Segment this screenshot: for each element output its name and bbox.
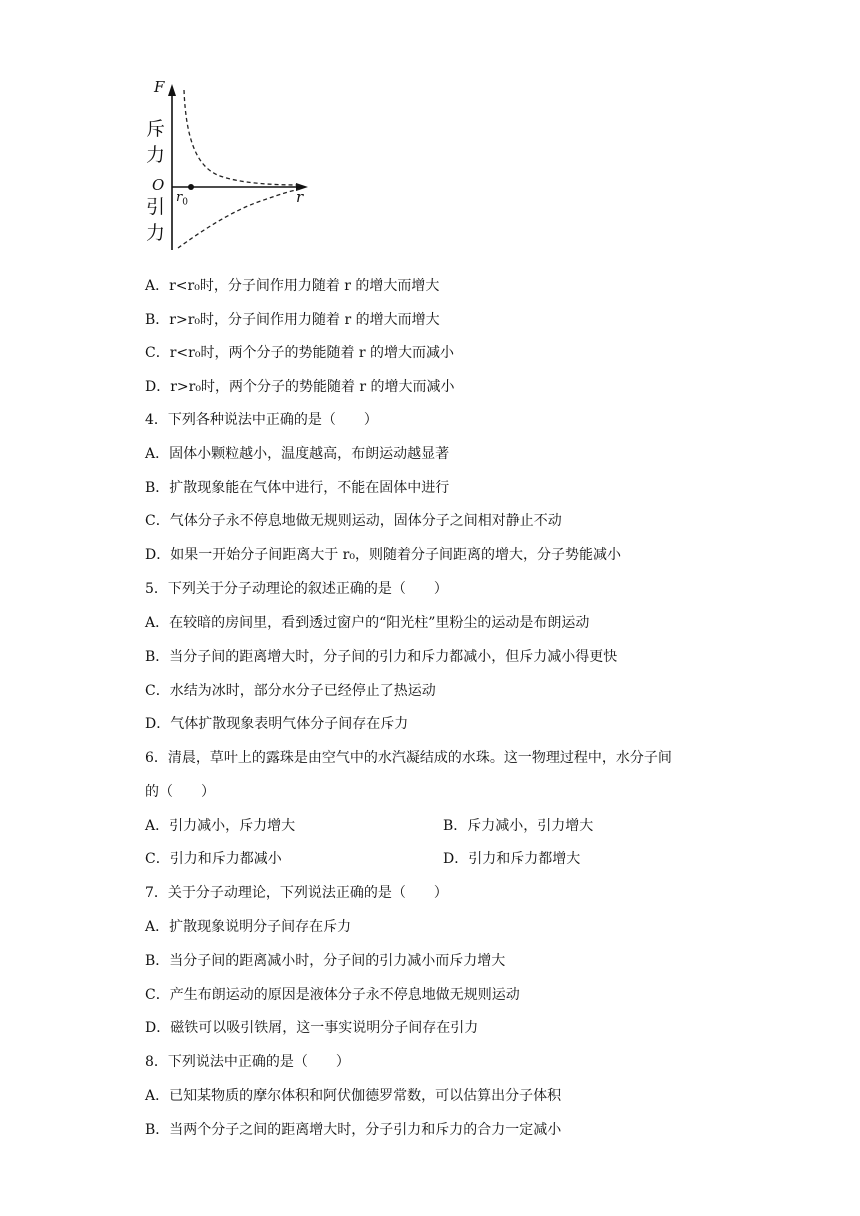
r0-point [188,184,194,190]
question-6-option-c: C．引力和斥力都减小 [145,851,282,867]
question-8-option-a: A．已知某物质的摩尔体积和阿伏伽德罗常数，可以估算出分子体积 [145,1088,562,1104]
x-axis-label: r [296,188,304,206]
question-5-option-d: D．气体扩散现象表明气体分子间存在斥力 [145,716,409,732]
r0-label-sub: 0 [182,197,188,208]
force-distance-graph [140,72,330,257]
y-axis-label: F [154,78,165,96]
question-3-option-d: D．r>r₀时，两个分子的势能随着 r 的增大而减小 [145,379,455,395]
question-5-option-b: B．当分子间的距离增大时，分子间的引力和斥力都减小，但斥力减小得更快 [145,649,618,665]
repulsion-label: 斥力 [146,118,166,166]
origin-label: O [152,176,165,194]
r0-label-main: r [176,190,183,205]
question-6-option-d: D．引力和斥力都增大 [443,851,581,867]
question-7-stem: 7．关于分子动理论，下列说法正确的是（ ） [145,885,448,901]
question-6-option-b: B．斥力减小，引力增大 [443,818,594,834]
question-8-stem: 8．下列说法中正确的是（ ） [145,1054,350,1070]
question-8-option-b: B．当两个分子之间的距离增大时，分子引力和斥力的合力一定减小 [145,1122,562,1138]
question-6-stem-cont: 的（ ） [145,784,215,800]
question-3-option-a: A．r<r₀时，分子间作用力随着 r 的增大而增大 [145,278,440,294]
question-5-stem: 5．下列关于分子动理论的叙述正确的是（ ） [145,581,448,597]
question-4-option-d: D．如果一开始分子间距离大于 r₀，则随着分子间距离的增大，分子势能减小 [145,547,621,563]
attraction-label: 引力 [146,196,166,244]
y-axis-arrow [168,84,176,96]
r0-label [176,190,188,208]
question-4-option-a: A．固体小颗粒越小，温度越高，布朗运动越显著 [145,446,450,462]
question-3-option-b: B．r>r₀时，分子间作用力随着 r 的增大而增大 [145,312,440,328]
question-6-stem: 6．清晨，草叶上的露珠是由空气中的水汽凝结成的水珠。这一物理过程中，水分子间 [145,750,672,766]
question-7-option-b: B．当分子间的距离减小时，分子间的引力减小而斥力增大 [145,953,506,969]
question-4-option-c: C．气体分子永不停息地做无规则运动，固体分子之间相对静止不动 [145,513,562,529]
question-7-option-a: A．扩散现象说明分子间存在斥力 [145,919,352,935]
question-6-option-a: A．引力减小，斥力增大 [145,818,296,834]
question-4-option-b: B．扩散现象能在气体中进行，不能在固体中进行 [145,480,450,496]
question-7-option-d: D．磁铁可以吸引铁屑，这一事实说明分子间存在引力 [145,1020,479,1036]
question-5-option-a: A．在较暗的房间里，看到透过窗户的“阳光柱”里粉尘的运动是布朗运动 [145,615,590,631]
question-3-option-c: C．r<r₀时，两个分子的势能随着 r 的增大而减小 [145,345,455,361]
force-distance-figure [140,72,330,257]
question-5-option-c: C．水结为冰时，部分水分子已经停止了热运动 [145,683,436,699]
repulsion-curve [184,90,300,185]
attraction-curve [178,189,300,248]
question-4-stem: 4．下列各种说法中正确的是（ ） [145,412,378,428]
question-7-option-c: C．产生布朗运动的原因是液体分子永不停息地做无规则运动 [145,987,520,1003]
